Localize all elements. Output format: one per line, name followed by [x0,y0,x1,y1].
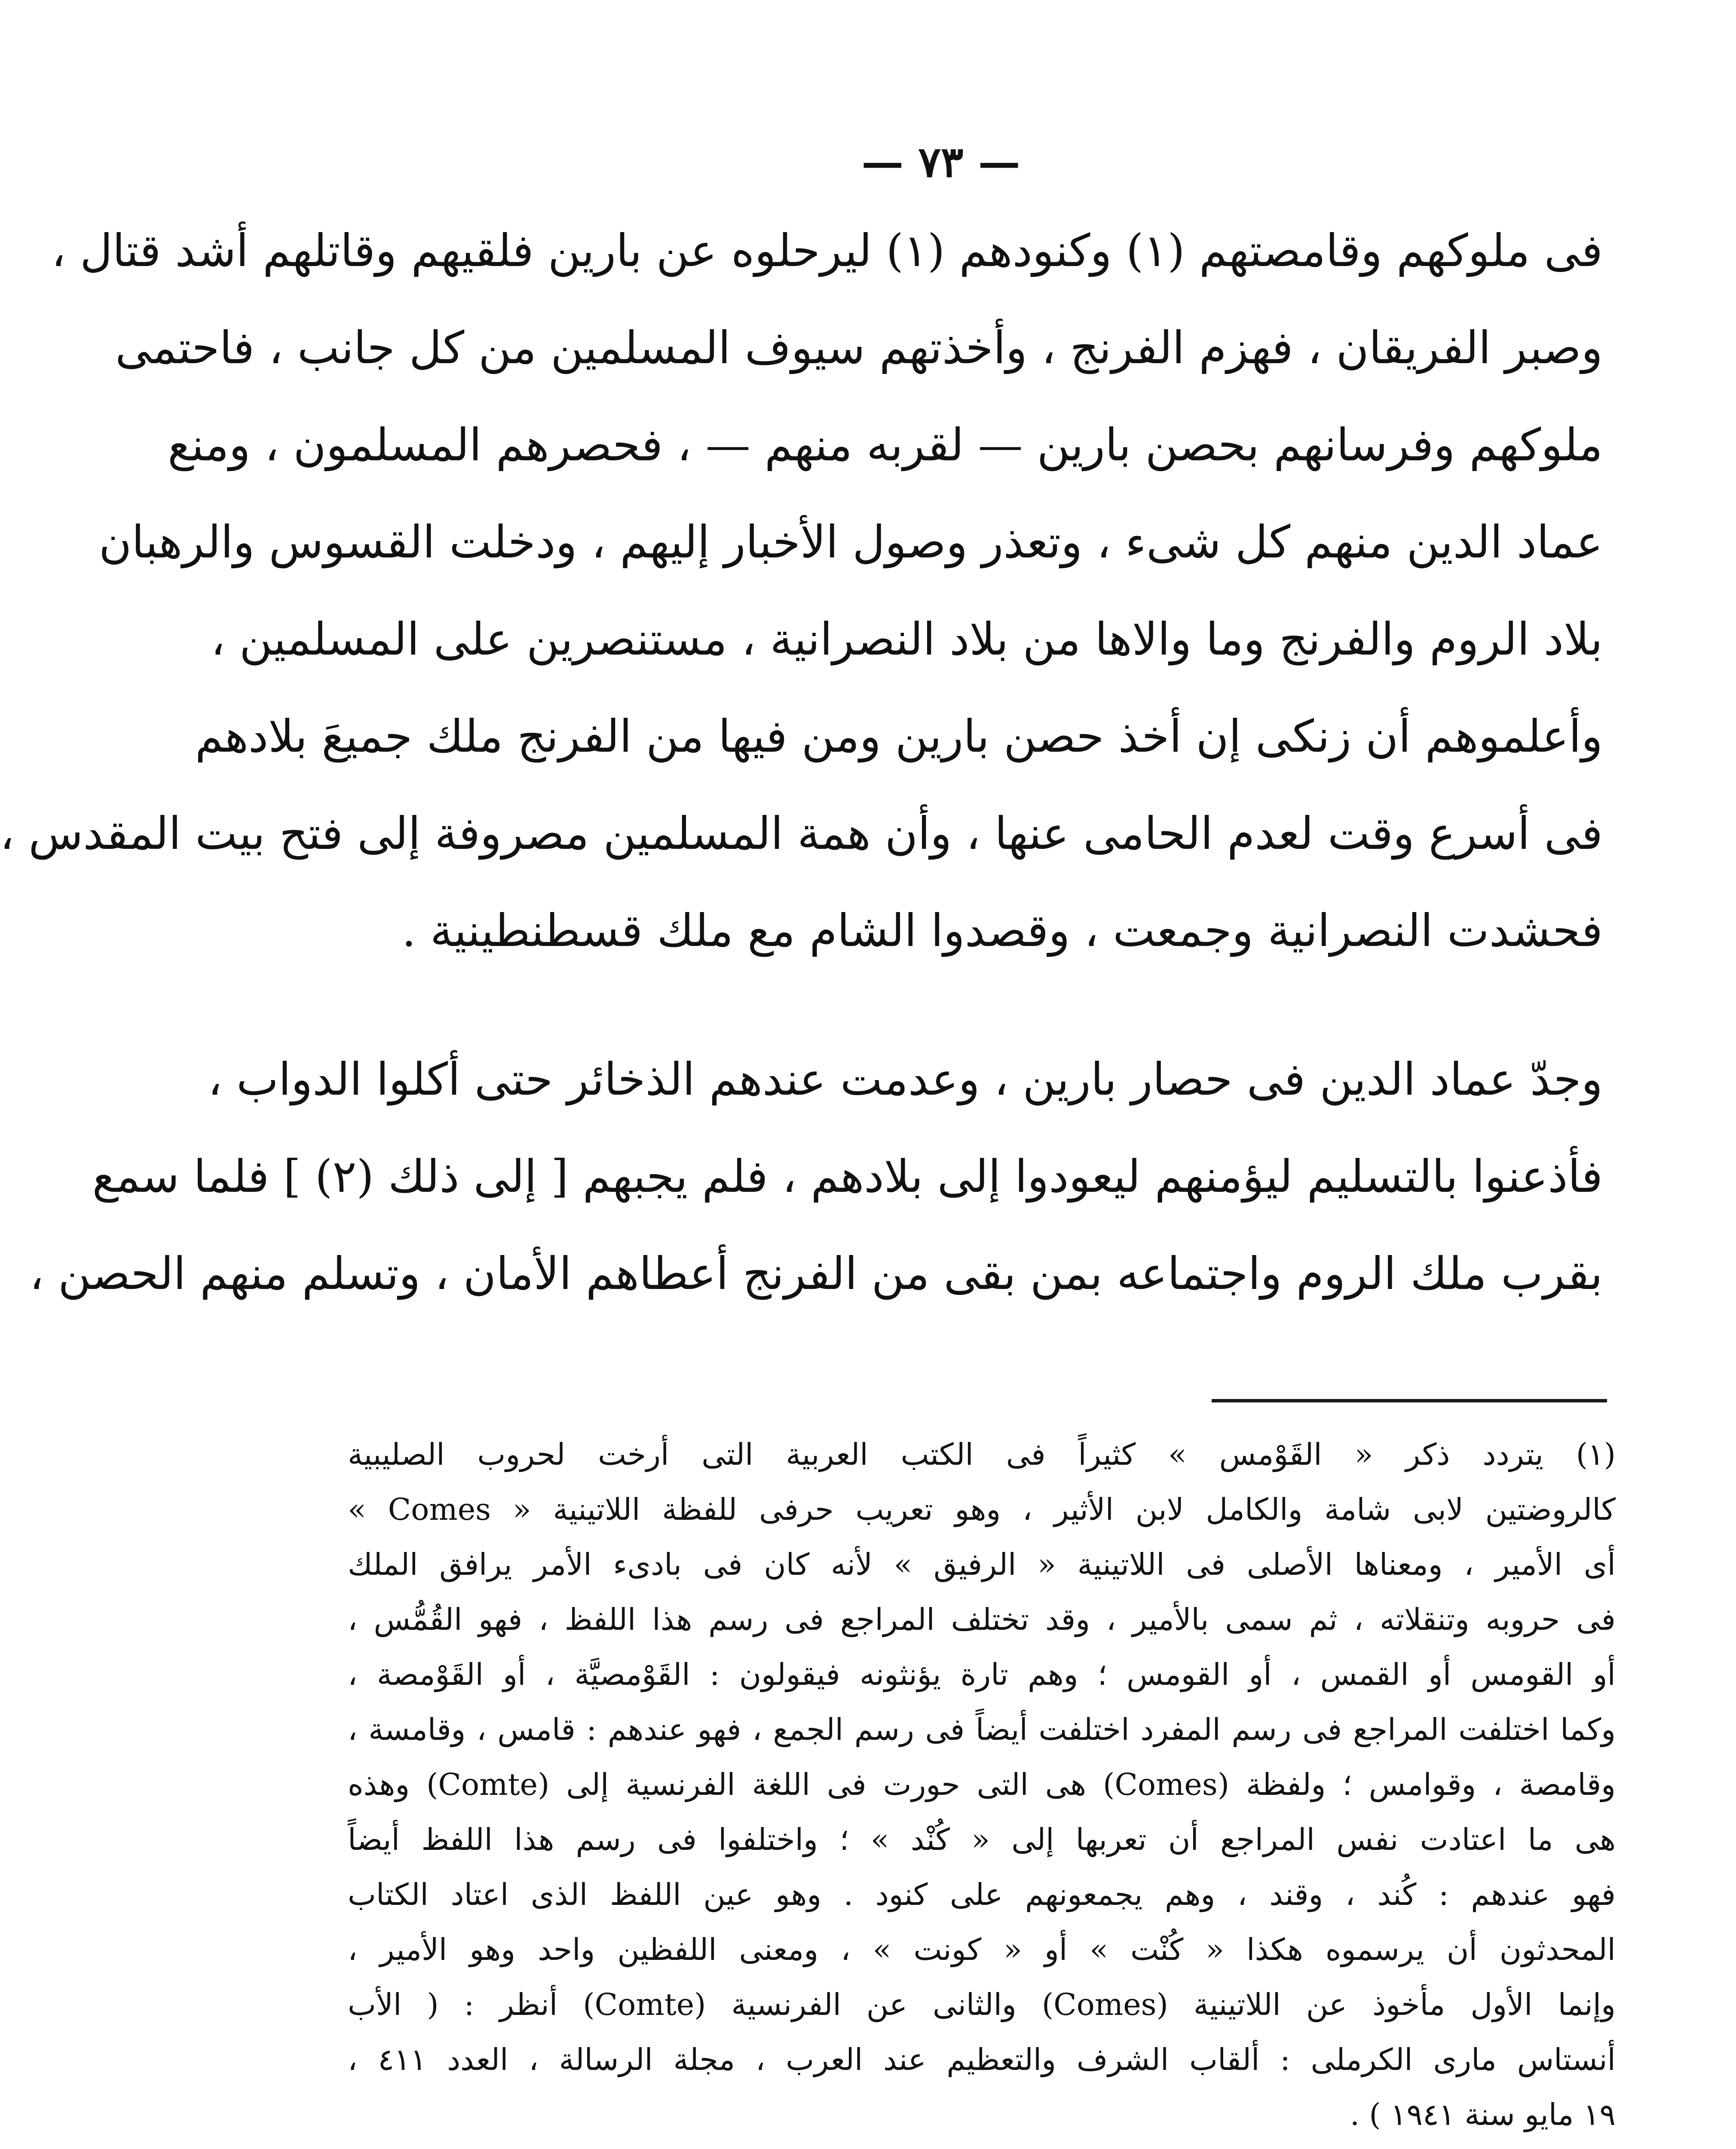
footnotes [348,1427,1616,2149]
text-line: فى ملوكهم وقامصتهم (١) وكنودهم (١) ليرحلوه عن بارين فلقيهم وقاتلهم أشد قتال ، [51,224,1603,277]
footnote-line [348,2142,1616,2149]
footnote-line: وإنما الأول مأخوذ عن اللاتينية (Comes) والثانى عن الفرنسية (Comte) أنظر : ( الأب [348,1987,1616,2022]
main-text [0,202,1603,1322]
text-line: وصبر الفريقان ، فهزم الفرنج ، وأخذتهم سيوف المسلمين من كل جانب ، فاحتمى [115,321,1603,374]
text-line: فحشدت النصرانية وجمعت ، وقصدوا الشام مع ملك قسطنطينية . [401,904,1603,957]
footnote-line: كالروضتين لابى شامة والكامل لابن الأثير ، وهو تعريب حرفى للفظة اللاتينية « Comes » [348,1492,1616,1527]
footnote-line: وقامصة ، وقوامس ؛ ولفظة (Comes) هى التى حورت فى اللغة الفرنسية إلى (Comte) وهذه [348,1767,1616,1802]
text-line: فأذعنوا بالتسليم ليؤمنهم ليعودوا إلى بلادهم ، فلم يجبهم [ إلى ذلك (٢) ] فلما سمع [92,1150,1603,1203]
text-line: بقرب ملك الروم واجتماعه بمن بقى من الفرنج أعطاهم الأمان ، وتسلم منهم الحصن ، [29,1247,1603,1300]
footnote-line: فهو عندهم : كُند ، وقند ، وهم يجمعونهم على كنود . وهو عين اللفظ الذى اعتاد الكتاب [348,1877,1616,1912]
page-number: — ٧٣ — [861,138,1020,187]
footnote-separator [1212,1399,1607,1402]
footnote-line: (١) يتردد ذكر « القَوْمس » كثيراً فى الكتب العربية التى أرخت لحروب الصليبية [348,1437,1616,1472]
footnote-line: فى حروبه وتنقلاته ، ثم سمى بالأمير ، وقد تختلف المراجع فى رسم هذا اللفظ ، فهو القُمُّس ، [348,1602,1616,1637]
footnote-line: ١٩ مايو سنة ١٩٤١ ) . [1350,2097,1616,2132]
footnote-line: أو القومس أو القمس ، أو القومس ؛ وهم تارة يؤنثونه فيقولون : القَوْمصيَّة ، أو القَوْمصة ، [348,1657,1616,1692]
text-line: عماد الدين منهم كل شىء ، وتعذر وصول الأخبار إليهم ، ودخلت القسوس والرهبان [99,516,1603,568]
footnote-line: أنستاس مارى الكرملى : ألقاب الشرف والتعظيم عند العرب ، مجلة الرسالة ، العدد ٤١١ ، [348,2042,1616,2077]
footnote-line: أى الأمير ، ومعناها الأصلى فى اللاتينية « الرفيق » لأنه كان فى بادىء الأمر يرافق الملك [348,1547,1616,1582]
text-line: وأعلموهم أن زنكى إن أخذ حصن بارين ومن فيها من الفرنج ملك جميعَ بلادهم [195,710,1603,762]
footnote-line: هى ما اعتادت نفس المراجع أن تعربها إلى « كُنْد » ؛ واختلفوا فى رسم هذا اللفظ أيضاً [348,1822,1616,1857]
text-line: بلاد الروم والفرنج وما والاها من بلاد النصرانية ، مستنصرين على المسلمين ، [211,613,1603,665]
text-line: فى أسرع وقت لعدم الحامى عنها ، وأن همة المسلمين مصروفة إلى فتح بيت المقدس ، [0,807,1603,860]
paragraph-break [348,979,1603,1031]
footnote-line: المحدثون أن يرسموه هكذا « كُنْت » أو « كونت » ، ومعنى اللفظين واحد وهو الأمير ، [348,1932,1616,1967]
text-line: ملوكهم وفرسانهم بحصن بارين — لقربه منهم — ، فحصرهم المسلمون ، ومنع [168,419,1603,471]
footnote-line: وكما اختلفت المراجع فى رسم المفرد اختلفت أيضاً فى رسم الجمع ، فهو عندهم : قامس ، وقامسة ، [348,1712,1616,1747]
text-line: وجدّ عماد الدين فى حصار بارين ، وعدمت عندهم الذخائر حتى أكلوا الدواب ، [208,1053,1603,1105]
